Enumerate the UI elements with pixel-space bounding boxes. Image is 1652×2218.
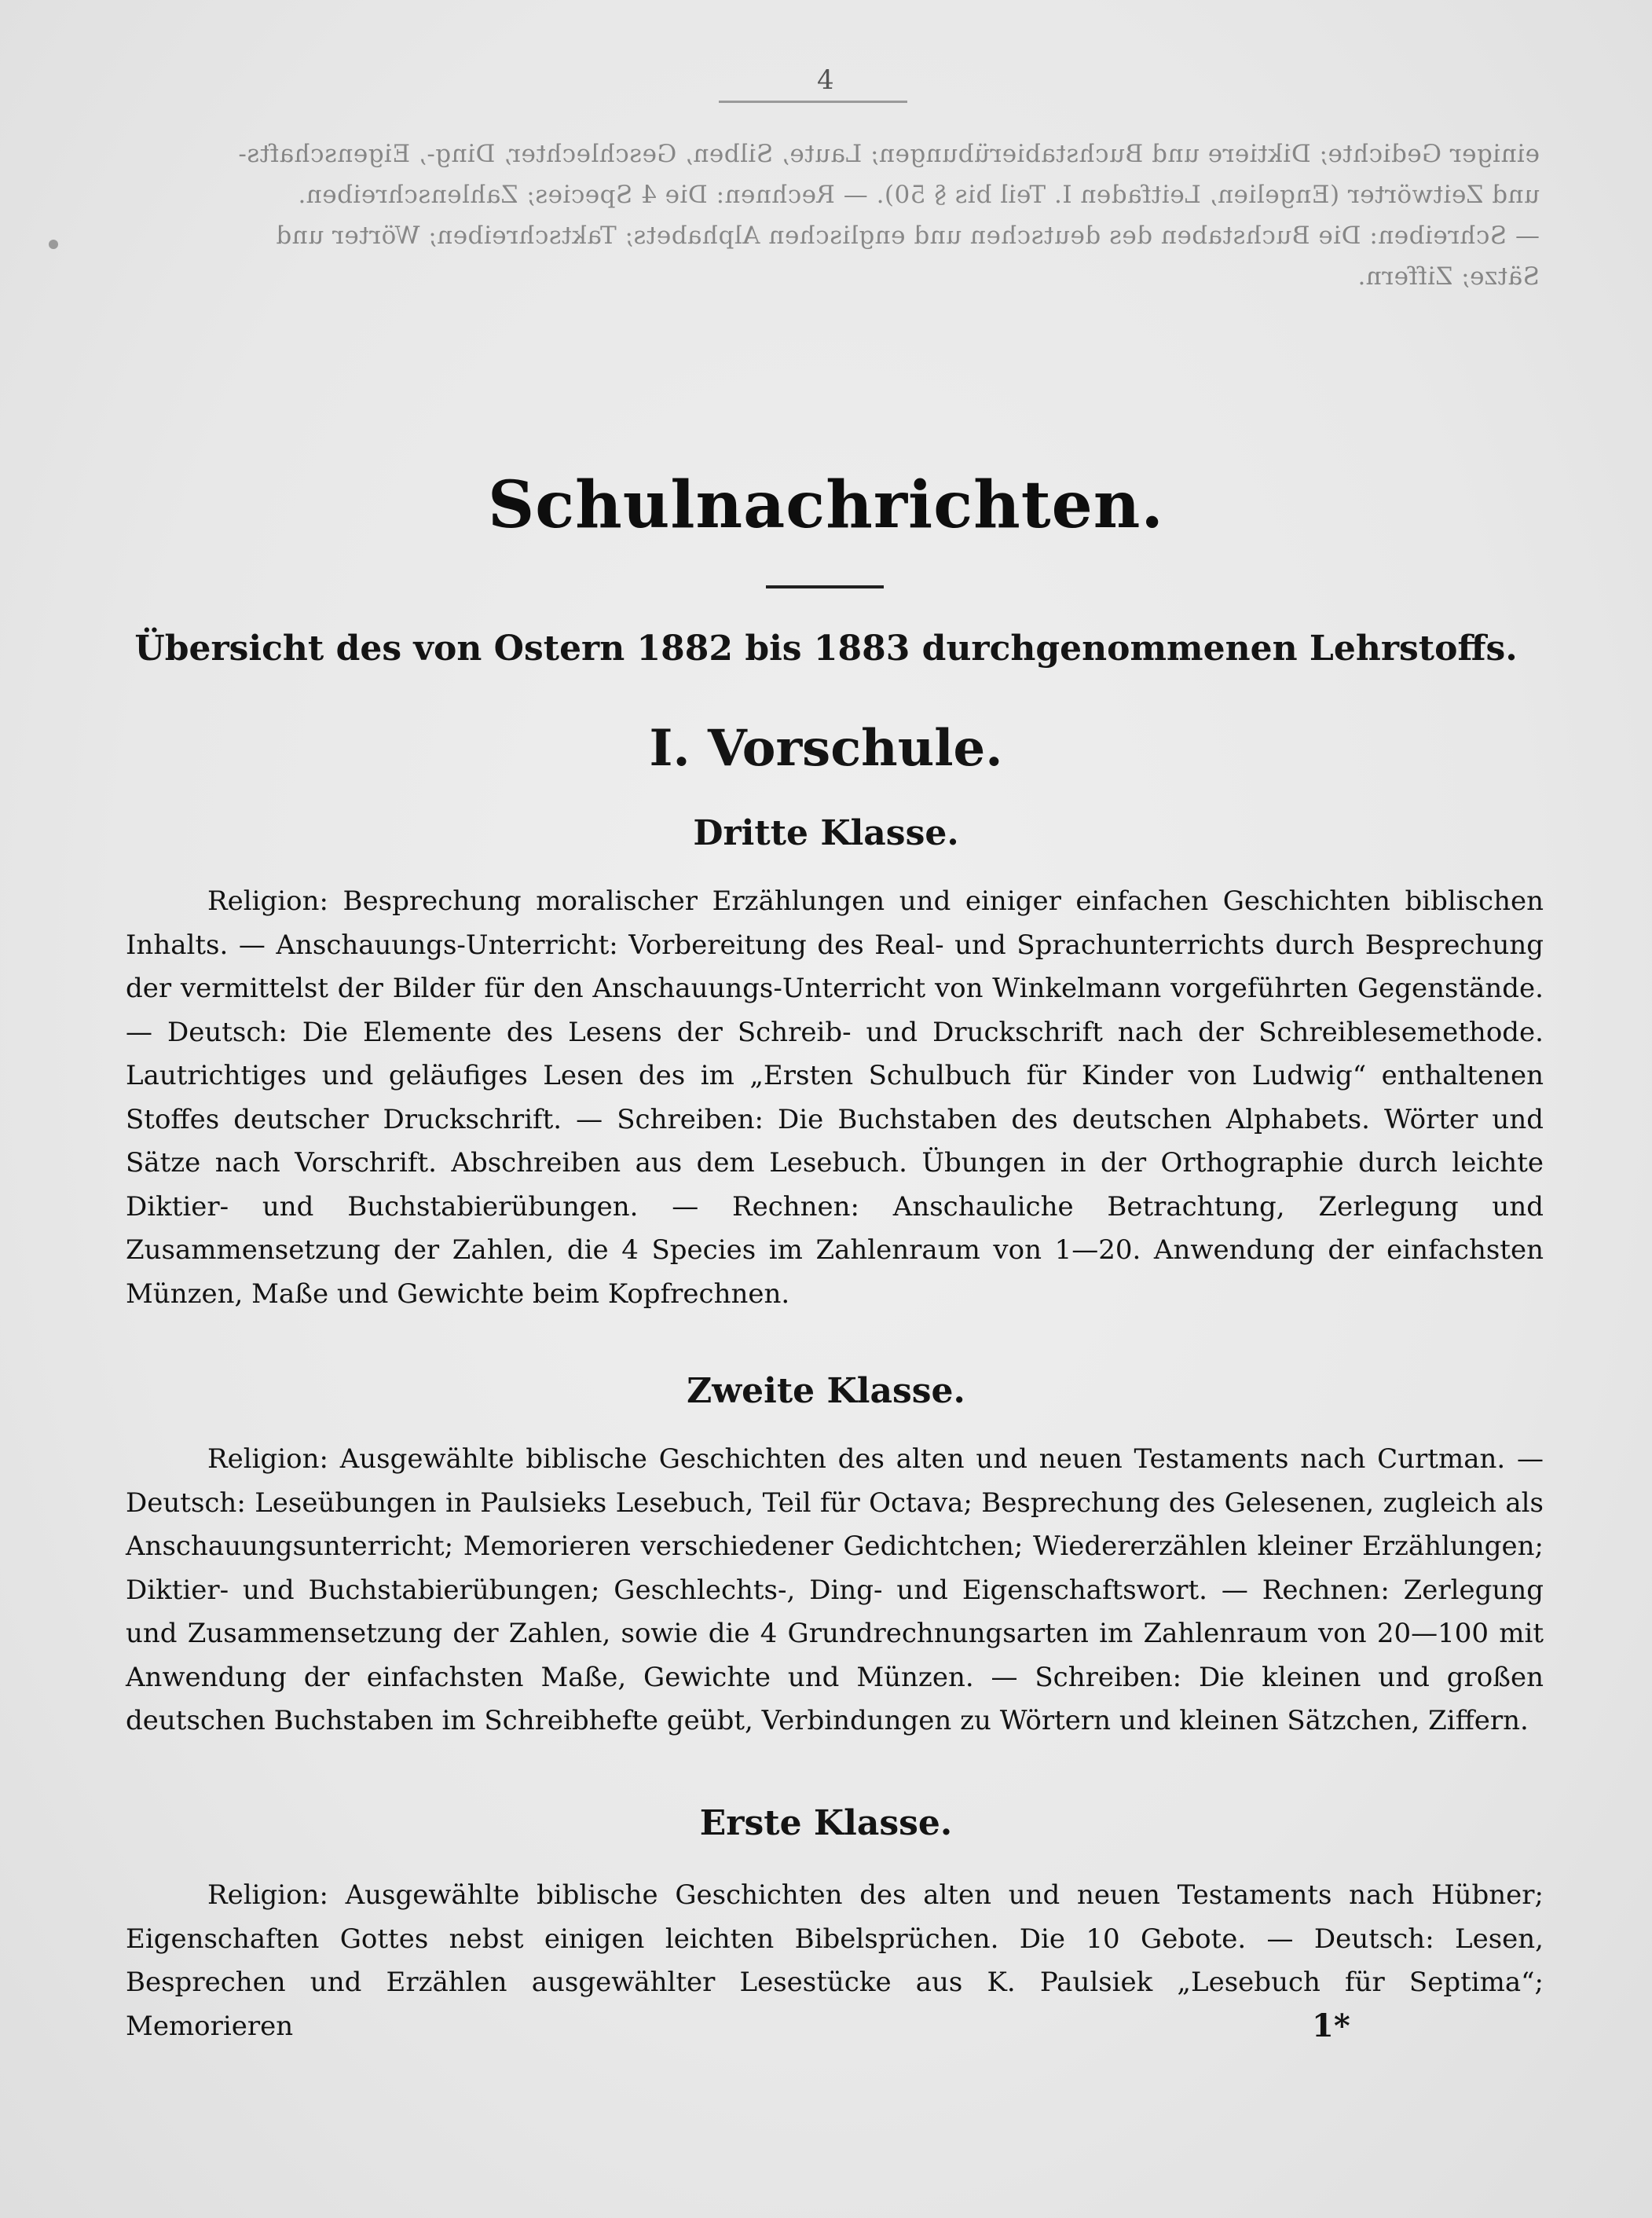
class-title-dritte: Dritte Klasse.	[693, 813, 959, 853]
signature-mark: 1*	[1312, 2007, 1350, 2044]
paragraph-erste-klasse: Religion: Ausgewählte biblische Geschichten des alten und neuen Testaments nach Hübner; Eigenschaften Gottes nebst einigen leichten Bibelsprüchen. Die 10 Gebote. — Deutsch: Lesen, Besprechen und Erzählen ausgewählter Lesestücke aus K. Paulsiek „Lesebuch für Septima“; Memorieren	[126, 1879, 1544, 2042]
header-rule	[719, 101, 907, 103]
page-title: Schulnachrichten.	[488, 467, 1164, 543]
paragraph-dritte-klasse: Religion: Besprechung moralischer Erzählungen und einiger einfachen Geschichten biblischen Inhalts. — Anschauungs-Unterricht: Vorbereitung des Real- und Sprachunterrichts durch Besprechung der vermittelst der Bilder für den Anschauungs-Unterricht von Winkelmann vorgeführten Gegenstände. — Deutsch: Die Elemente des Lesens der Schreib- und Druckschrift nach der Schreiblesemethode. Lautrichtiges und geläufiges Lesen des im „Ersten Schulbuch für Kinder von Ludwig“ enthaltenen Stoffes deutscher Druckschrift. — Schreiben: Die Buchstaben des deutschen Alphabets. Wörter und Sätze nach Vorschrift. Abschreiben aus dem Lesebuch. Übungen in der Orthographie durch leichte Diktier- und Buchstabierübungen. — Rechnen: Anschauliche Betrachtung, Zerlegung und Zusammensetzung der Zahlen, die 4 Species im Zahlenraum von 1—20. Anwendung der einfachsten Münzen, Maße und Gewichte beim Kopfrechnen.	[126, 885, 1544, 1310]
class-title-zweite: Zweite Klasse.	[687, 1371, 965, 1411]
faded-header-line-1: einiger Gedichte; Diktiere und Buchstabierübungen; Laute, Silben, Geschlechter, Ding-, Eigenschafts-	[237, 140, 1540, 168]
subtitle: Übersicht des von Ostern 1882 bis 1883 durchgenommenen Lehrstoffs.	[134, 629, 1518, 669]
section-title: I. Vorschule.	[649, 719, 1003, 778]
paper-speck	[49, 240, 58, 249]
faded-header-line-4: Sätze; Ziffern.	[1357, 262, 1540, 291]
faded-header-line-3: — Schreiben: Die Buchstaben des deutschen und englischen Alphabets; Taktschreiben; Wörter und	[275, 222, 1540, 250]
paragraph-zweite-klasse: Religion: Ausgewählte biblische Geschichten des alten und neuen Testaments nach Curtman. — Deutsch: Leseübungen in Paulsieks Lesebuch, Teil für Octava; Besprechung des Gelesenen, zugleich als Anschauungsunterricht; Memorieren verschiedener Gedichtchen; Wiedererzählen kleiner Erzählungen; Diktier- und Buchstabierübungen; Geschlechts-, Ding- und Eigenschaftswort. — Rechnen: Zerlegung und Zusammensetzung der Zahlen, sowie die 4 Grundrechnungsarten im Zahlenraum von 20—100 mit Anwendung der einfachsten Maße, Gewichte und Münzen. — Schreiben: Die kleinen und großen deutschen Buchstaben im Schreibhefte geübt, Verbindungen zu Wörtern und kleinen Sätzchen, Ziffern.	[126, 1443, 1544, 1736]
faded-header-line-2: und Zeitwörter (Engelien, Leitfaden I. Teil bis § 50). — Rechnen: Die 4 Species; Zahlenschreiben.	[297, 181, 1540, 209]
title-rule	[766, 585, 884, 588]
class-title-erste: Erste Klasse.	[699, 1803, 953, 1843]
page-number: 4	[817, 64, 834, 96]
